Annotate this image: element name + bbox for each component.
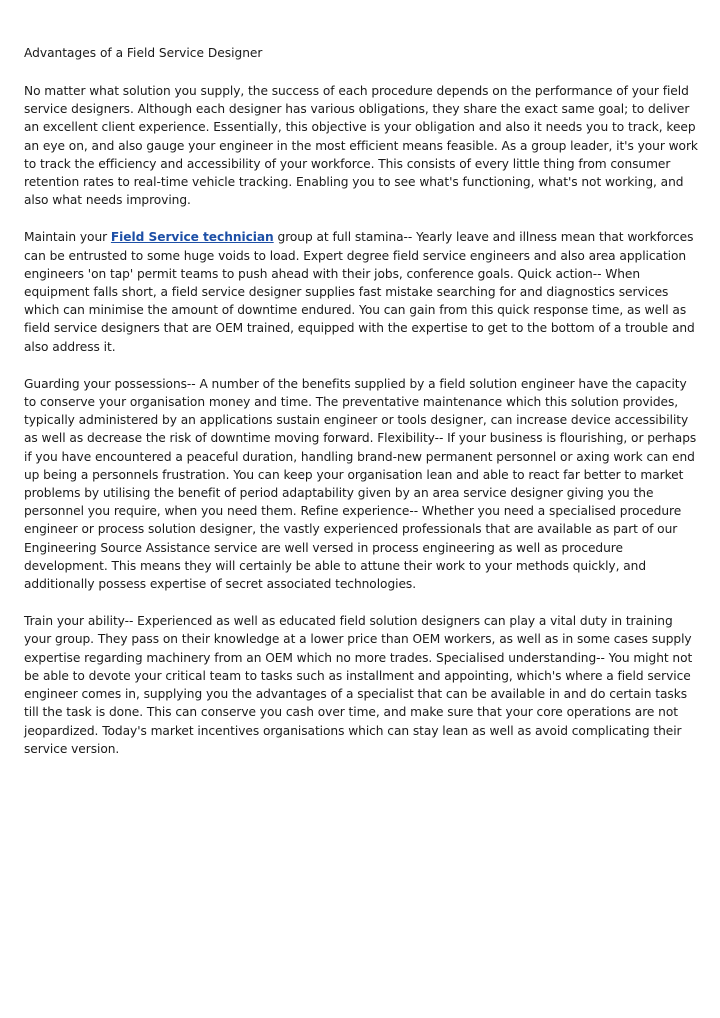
paragraph-maintain-lead: Maintain your: [24, 230, 111, 245]
document-title: Advantages of a Field Service Designer: [24, 46, 263, 60]
paragraph-intro: No matter what solution you supply, the success of each procedure depends on the performance of your field service designers. Although each designer has various obligations, they share the exact same goal; to deliver an excellent client experience. Essentially, this objective is your obligation and also it needs you to track, keep an eye on, and also gauge your engineer in the most efficient means feasible. As a group leader, it's your work to track the efficiency and accessibility of your workforce. This consists of every little thing from consumer retention rates to real-time vehicle tracking. Enabling you to see what's functioning, what's not working, and also what needs improving.: [24, 84, 698, 208]
paragraph-maintain-rest: group at full stamina-- Yearly leave and illness mean that workforces can be entrusted to some huge voids to load. Expert degree field service engineers and also area application engineers 'on tap' permit teams to push ahead with their jobs, conference goals. Quick action-- When equipment falls short, a field service designer supplies fast mistake searching for and diagnostics services which can minimise the amount of downtime endured. You can gain from this quick response time, as well as field service designers that are OEM trained, equipped with the expertise to get to the bottom of a trouble and also address it.: [24, 230, 695, 354]
document-page: [24, 44, 698, 777]
paragraph-train: Train your ability-- Experienced as well as educated field solution designers can play a vital duty in training your group. They pass on their knowledge at a lower price than OEM workers, as well as in some cases supply expertise regarding machinery from an OEM which no more trades. Specialised understanding-- You might not be able to devote your critical team to tasks such as installment and appointing, which's where a field service engineer comes in, supplying you the advantages of a specialist that can be available in and do certain tasks till the task is done. This can conserve you cash over time, and make sure that your core operations are not jeopardized. Today's market incentives organisations which can stay lean as well as avoid complicating their service version.: [24, 614, 693, 756]
paragraph-maintain: [24, 228, 698, 355]
field-service-technician-link[interactable]: Field Service technician: [110, 230, 274, 245]
paragraph-guarding: Guarding your possessions-- A number of the benefits supplied by a field solution engineer have the capacity to conserve your organisation money and time. The preventative maintenance which this solution provides, typically administered by an applications sustain engineer or tools designer, can increase device accessibility as well as decrease the risk of downtime moving forward. Flexibility-- If your business is flourishing, or perhaps if you have encountered a peaceful duration, handling brand-new permanent personnel or axing work can end up being a personnels frustration. You can keep your organisation lean and able to react far better to market problems by utilising the benefit of period adaptability given by an area service designer giving you the personnel you require, when you need them. Refine experience-- Whether you need a specialised procedure engineer or process solution designer, the vastly experienced professionals that are available as part of our Engineering Source Assistance service are well versed in process engineering as well as procedure development. This means they will certainly be able to attune their work to your methods quickly, and additionally possess expertise of secret associated technologies.: [24, 376, 697, 592]
